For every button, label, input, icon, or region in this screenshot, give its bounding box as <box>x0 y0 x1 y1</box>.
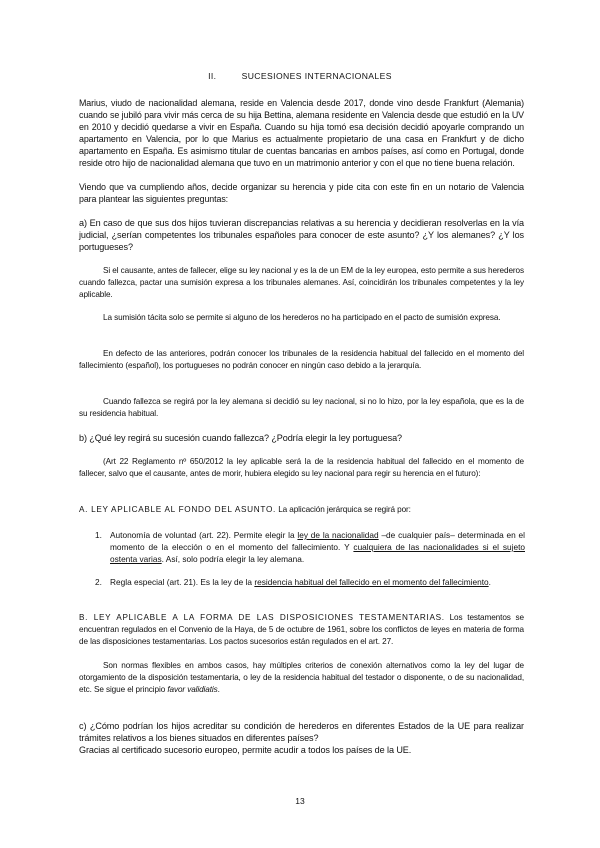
intro-request: Viendo que va cumpliendo años, decide organizar su herencia y pide cita con este fin en un notario de Valencia para plantear las siguientes preguntas: <box>79 182 524 204</box>
heading-title: SUCESIONES INTERNACIONALES <box>241 71 392 81</box>
intro-paragraph: Marius, viudo de nacionalidad alemana, reside en Valencia desde 2017, donde vino desde Frankfurt (Alemania) cuando se jubiló para vivir más cerca de su hija Bettina, alemana residente en Valencia desde que estudió en la UV en 2010 y decidió quedarse a vivir en España. Cuando su hija tomó esa decisión decidió apoyarle comprando un apartamento en Valencia, por lo que Marius es actualmente propietario de una casa en Frankfurt y de dicho apartamento en España. Es asimismo titular de cuentas bancarias en ambos países, así como en Portugal, donde reside otro hijo de nacionalidad alemana que tuvo en un matrimonio anterior y con el que no tiene buena relación. <box>79 98 524 168</box>
list-text: –de cualquier país– determinada en el momento de la elección o en el momento del fallecimiento. Y <box>110 530 525 552</box>
list-number: 2. <box>95 577 102 587</box>
section-b <box>79 612 524 648</box>
underlined-text: cualquiera de las nacionalidades si el sujeto ostenta varias <box>110 542 525 564</box>
answer-a-paragraph: Cuando fallezca se regirá por la ley alemana si decidió su ley nacional, si no lo hizo, por la ley española, que es la de su residencia habitual. <box>79 397 524 418</box>
flexible-norms-paragraph <box>79 660 524 696</box>
section-a <box>79 504 524 516</box>
italic-term: favor validiatis <box>167 685 218 694</box>
section-b-text: Los testamentos se encuentran regulados en el Convenio de la Haya, de 5 de octubre de 1961, sobre los conflictos de leyes en materia de forma de las disposiciones testamentarias. Los pactos sucesorios están regulados en el art. 27. <box>79 613 525 646</box>
underlined-text: ley de la nacionalidad <box>297 530 379 540</box>
section-a-title: A. LEY APLICABLE AL FONDO DEL ASUNTO. <box>79 505 276 514</box>
paragraph-text: Son normas flexibles en ambos casos, hay múltiples criterios de conexión alternativos como la ley del lugar de otorgamiento de la disposición testamentaria, o ley de la residencia habitual del testador o disponente, o de su nacionalidad, etc. Se sigue el principio <box>79 661 524 694</box>
list-item <box>95 529 525 565</box>
section-heading <box>0 71 600 81</box>
question-b: b) ¿Qué ley regirá su sucesión cuando fallezca? ¿Podría elegir la ley portuguesa? <box>79 433 402 443</box>
list-number: 1. <box>95 530 102 540</box>
heading-number: II. <box>208 71 217 81</box>
list-text: . Así, solo podría elegir la ley alemana. <box>161 554 305 564</box>
underlined-text: residencia habitual del fallecido en el momento del fallecimiento <box>254 577 489 587</box>
list-text: . <box>488 577 491 587</box>
paragraph-text: . <box>217 685 220 694</box>
page-number: 13 <box>295 796 305 806</box>
answer-a-paragraph: Si el causante, antes de fallecer, elige su ley nacional y es la de un EM de la ley europea, esto permite a sus herederos cuando fallezca, pactar una sumisión expresa a los tribunales alemanes. Así, coincidirán los tribunales competentes y la ley aplicable. <box>79 266 524 299</box>
answer-a-paragraph: En defecto de las anteriores, podrán conocer los tribunales de la residencia habitual del fallecido en el momento del fallecimiento (español), los portugueses no podrán conocer en ningún caso debido a la jerarquía. <box>79 349 524 370</box>
section-b-title: B. LEY APLICABLE A LA FORMA DE LAS DISPOSICIONES TESTAMENTARIAS. <box>79 613 445 622</box>
question-c: c) ¿Cómo podrían los hijos acreditar su condición de herederos en diferentes Estados de la UE para realizar trámites relativos a los bienes situados en diferentes países? <box>79 721 524 743</box>
list-text: Regla especial (art. 21). Es la ley de la <box>110 577 255 587</box>
list-text: Autonomía de voluntad (art. 22). Permite elegir la <box>110 530 298 540</box>
answer-a-paragraph: La sumisión tácita solo se permite si alguno de los herederos no ha participado en el pacto de sumisión expresa. <box>103 313 501 322</box>
answer-b-paragraph: (Art 22 Reglamento nº 650/2012 la ley aplicable será la de la residencia habitual del fallecido en el momento de fallecer, salvo que el causante, antes de morir, hubiera elegido su ley nacional para regir su herencia en el futuro): <box>79 457 524 478</box>
answer-c: Gracias al certificado sucesorio europeo, permite acudir a todos los países de la UE. <box>79 745 412 755</box>
section-a-text: La aplicación jerárquica se regirá por: <box>278 505 411 514</box>
question-a: a) En caso de que sus dos hijos tuvieran discrepancias relativas a su herencia y decidieran resolverlas en la vía judicial, ¿serían competentes los tribunales españoles para conocer de este asunto? ¿Y los alemanes? ¿Y los portugueses? <box>79 218 524 252</box>
list-item <box>95 576 525 588</box>
